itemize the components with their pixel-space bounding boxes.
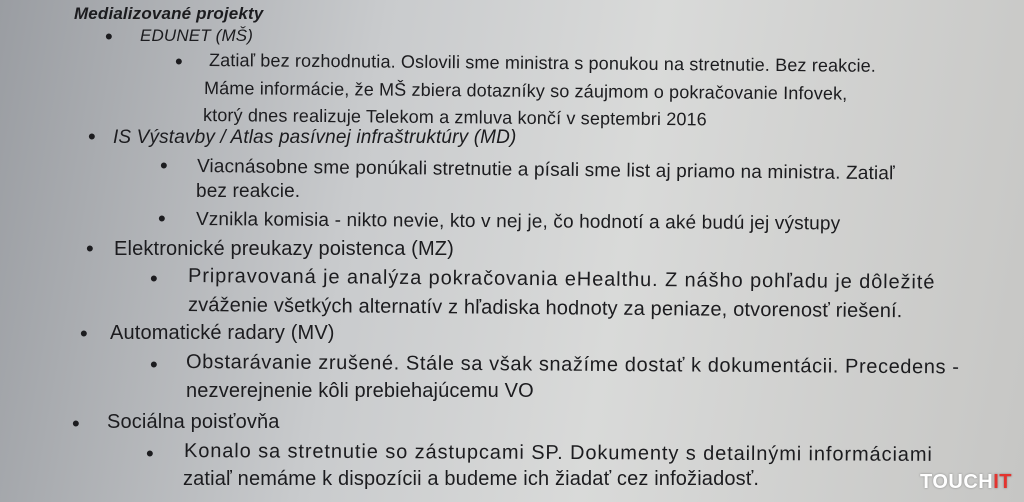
watermark-part1: TOUCH bbox=[919, 471, 994, 493]
item-line: Obstarávanie zrušené. Stále sa však snažíme dostať k dokumentácii. Precedens - bbox=[185, 351, 960, 379]
item-line: Viacnásobne sme ponúkali stretnutie a písali sme list aj priamo na ministra. Zatiaľ bbox=[196, 156, 895, 185]
section-heading: IS Výstavby / Atlas pasívnej infraštruktúry (MD) bbox=[113, 127, 517, 148]
bullet: • bbox=[146, 441, 154, 466]
item-line: zatiaľ nemáme k dispozícii a budeme ich žiadať cez infožiadosť. bbox=[183, 468, 760, 490]
bullet: • bbox=[150, 266, 158, 291]
item-line: nezverejnenie kôli prebiehajúcemu VO bbox=[186, 380, 534, 402]
bullet: • bbox=[80, 321, 88, 346]
document-title: Medializované projekty bbox=[74, 4, 264, 23]
item-line: Konalo sa stretnutie so zástupcami SP. Dokumenty s detailnými informáciami bbox=[183, 440, 933, 466]
item-line: Zatiaľ bez rozhodnutia. Oslovili sme ministra s ponukou na stretnutie. Bez reakcie. bbox=[208, 50, 877, 76]
bullet: • bbox=[105, 24, 113, 49]
bullet: • bbox=[160, 153, 168, 178]
bullet: • bbox=[72, 411, 80, 436]
item-line: Máme informácie, že MŠ zbiera dotazníky so záujmom o pokračovanie Infovek, bbox=[203, 78, 848, 104]
item-line: zváženie všetkých alternatív z hľadiska hodnoty za peniaze, otvorenosť riešení. bbox=[187, 294, 903, 323]
item-line: bez reakcie. bbox=[196, 181, 301, 202]
bullet: • bbox=[158, 206, 166, 231]
bullet: • bbox=[150, 352, 158, 377]
item-line: Pripravovaná je analýza pokračovania eHealthu. Z nášho pohľadu je dôležité bbox=[187, 265, 936, 294]
section-heading: Automatické radary (MV) bbox=[110, 322, 335, 344]
section-heading: Sociálna poisťovňa bbox=[107, 411, 280, 433]
bullet: • bbox=[175, 49, 183, 74]
touchit-watermark-logo bbox=[920, 471, 1012, 494]
watermark-part2: IT bbox=[993, 471, 1012, 493]
section-heading: EDUNET (MŠ) bbox=[140, 26, 254, 45]
item-line: ktorý dnes realizuje Telekom a zmluva končí v septembri 2016 bbox=[202, 105, 707, 130]
item-line: Vznikla komisia - nikto nevie, kto v nej je, čo hodnotí a aké budú jej výstupy bbox=[195, 209, 841, 235]
section-heading: Elektronické preukazy poistenca (MZ) bbox=[114, 238, 454, 260]
bullet: • bbox=[86, 236, 94, 261]
bullet: • bbox=[88, 124, 96, 149]
